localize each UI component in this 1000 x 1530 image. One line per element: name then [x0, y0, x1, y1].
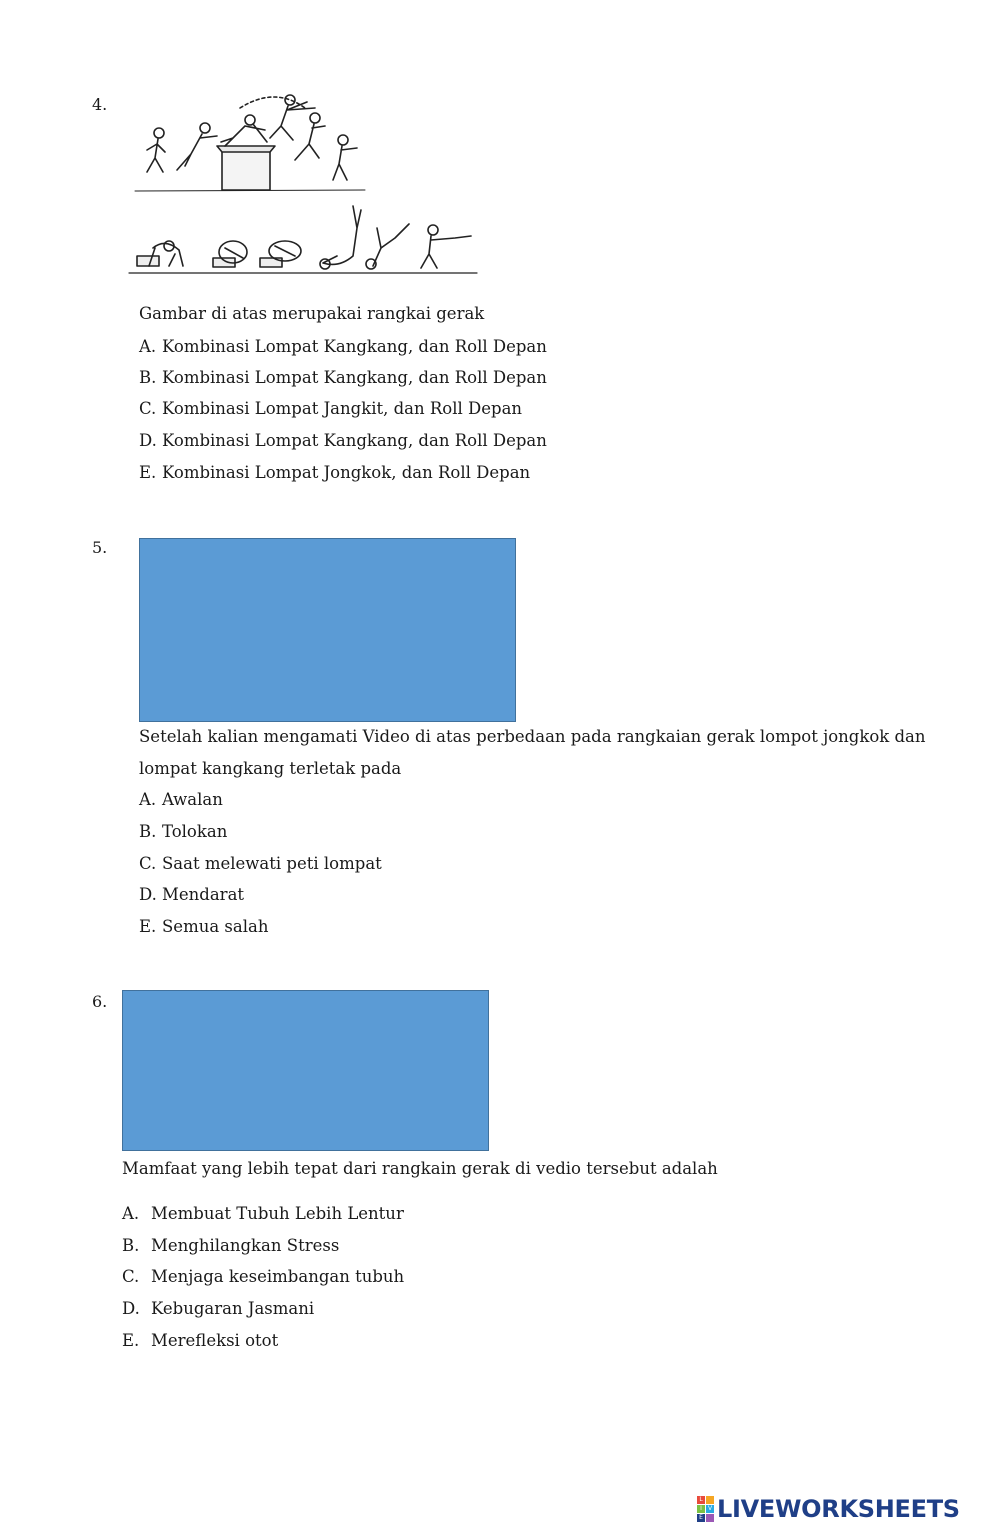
option-letter: B. [139, 822, 157, 841]
video-placeholder-q6[interactable] [122, 990, 489, 1151]
logo-block: I [697, 1505, 705, 1513]
option-letter: D. [122, 1299, 140, 1318]
question-6-option-e[interactable] [122, 1331, 278, 1350]
option-letter: A. [139, 790, 157, 809]
question-6-option-a[interactable] [122, 1204, 404, 1223]
gymnastics-sequence-illustration [125, 88, 485, 280]
question-5-option-a[interactable] [139, 790, 223, 809]
logo-block: L [697, 1496, 705, 1504]
question-4-number: 4. [92, 95, 108, 114]
option-text: Kombinasi Lompat Kangkang, dan Roll Depan [162, 431, 547, 450]
option-text: Mendarat [162, 885, 245, 904]
question-5-text-line1: Setelah kalian mengamati Video di atas perbedaan pada rangkaian gerak lompot jongkok dan [139, 727, 926, 746]
logo-block [706, 1514, 714, 1522]
question-5-text-line2: lompat kangkang terletak pada [139, 759, 402, 778]
logo-blocks-icon [697, 1496, 714, 1522]
option-letter: B. [139, 368, 157, 387]
logo-text: LIVEWORKSHEETS [717, 1495, 960, 1523]
option-text: Merefleksi otot [151, 1331, 279, 1350]
question-4-option-d[interactable] [139, 431, 547, 450]
question-4-option-e[interactable] [139, 463, 530, 482]
question-5-option-c[interactable] [139, 854, 382, 873]
option-letter: E. [139, 463, 157, 482]
option-text: Menghilangkan Stress [151, 1236, 340, 1255]
option-letter: B. [122, 1236, 140, 1255]
option-letter: C. [122, 1267, 140, 1286]
question-4-option-b[interactable] [139, 368, 547, 387]
question-5-option-d[interactable] [139, 885, 244, 904]
option-letter: D. [139, 431, 157, 450]
option-text: Semua salah [162, 917, 269, 936]
logo-block: V [707, 1505, 713, 1512]
option-text: Kombinasi Lompat Kangkang, dan Roll Depan [162, 337, 547, 356]
question-4-option-c[interactable] [139, 399, 522, 418]
question-6-number: 6. [92, 992, 108, 1011]
logo-block [706, 1496, 714, 1504]
liveworksheets-logo[interactable] [697, 1493, 960, 1525]
question-6-option-c[interactable] [122, 1267, 404, 1286]
option-text: Membuat Tubuh Lebih Lentur [151, 1204, 404, 1223]
option-text: Saat melewati peti lompat [162, 854, 382, 873]
question-5-number: 5. [92, 538, 108, 557]
option-letter: E. [122, 1331, 140, 1350]
option-text: Kombinasi Lompat Jongkok, dan Roll Depan [162, 463, 531, 482]
option-text: Tolokan [162, 822, 228, 841]
option-letter: A. [139, 337, 157, 356]
question-6-option-b[interactable] [122, 1236, 339, 1255]
option-letter: C. [139, 854, 157, 873]
question-5-option-b[interactable] [139, 822, 227, 841]
option-text: Kombinasi Lompat Jangkit, dan Roll Depan [162, 399, 523, 418]
video-placeholder-q5[interactable] [139, 538, 516, 722]
question-6-text: Mamfaat yang lebih tepat dari rangkain gerak di vedio tersebut adalah [122, 1159, 718, 1178]
question-5-option-e[interactable] [139, 917, 268, 936]
question-6-option-d[interactable] [122, 1299, 314, 1318]
option-text: Kombinasi Lompat Kangkang, dan Roll Depan [162, 368, 547, 387]
option-letter: A. [122, 1204, 140, 1223]
logo-block: E [697, 1514, 705, 1522]
option-letter: E. [139, 917, 157, 936]
option-letter: C. [139, 399, 157, 418]
option-text: Kebugaran Jasmani [151, 1299, 315, 1318]
option-text: Menjaga keseimbangan tubuh [151, 1267, 405, 1286]
question-4-text: Gambar di atas merupakai rangkai gerak [139, 304, 485, 323]
question-4-option-a[interactable] [139, 337, 547, 356]
option-letter: D. [139, 885, 157, 904]
option-text: Awalan [162, 790, 223, 809]
